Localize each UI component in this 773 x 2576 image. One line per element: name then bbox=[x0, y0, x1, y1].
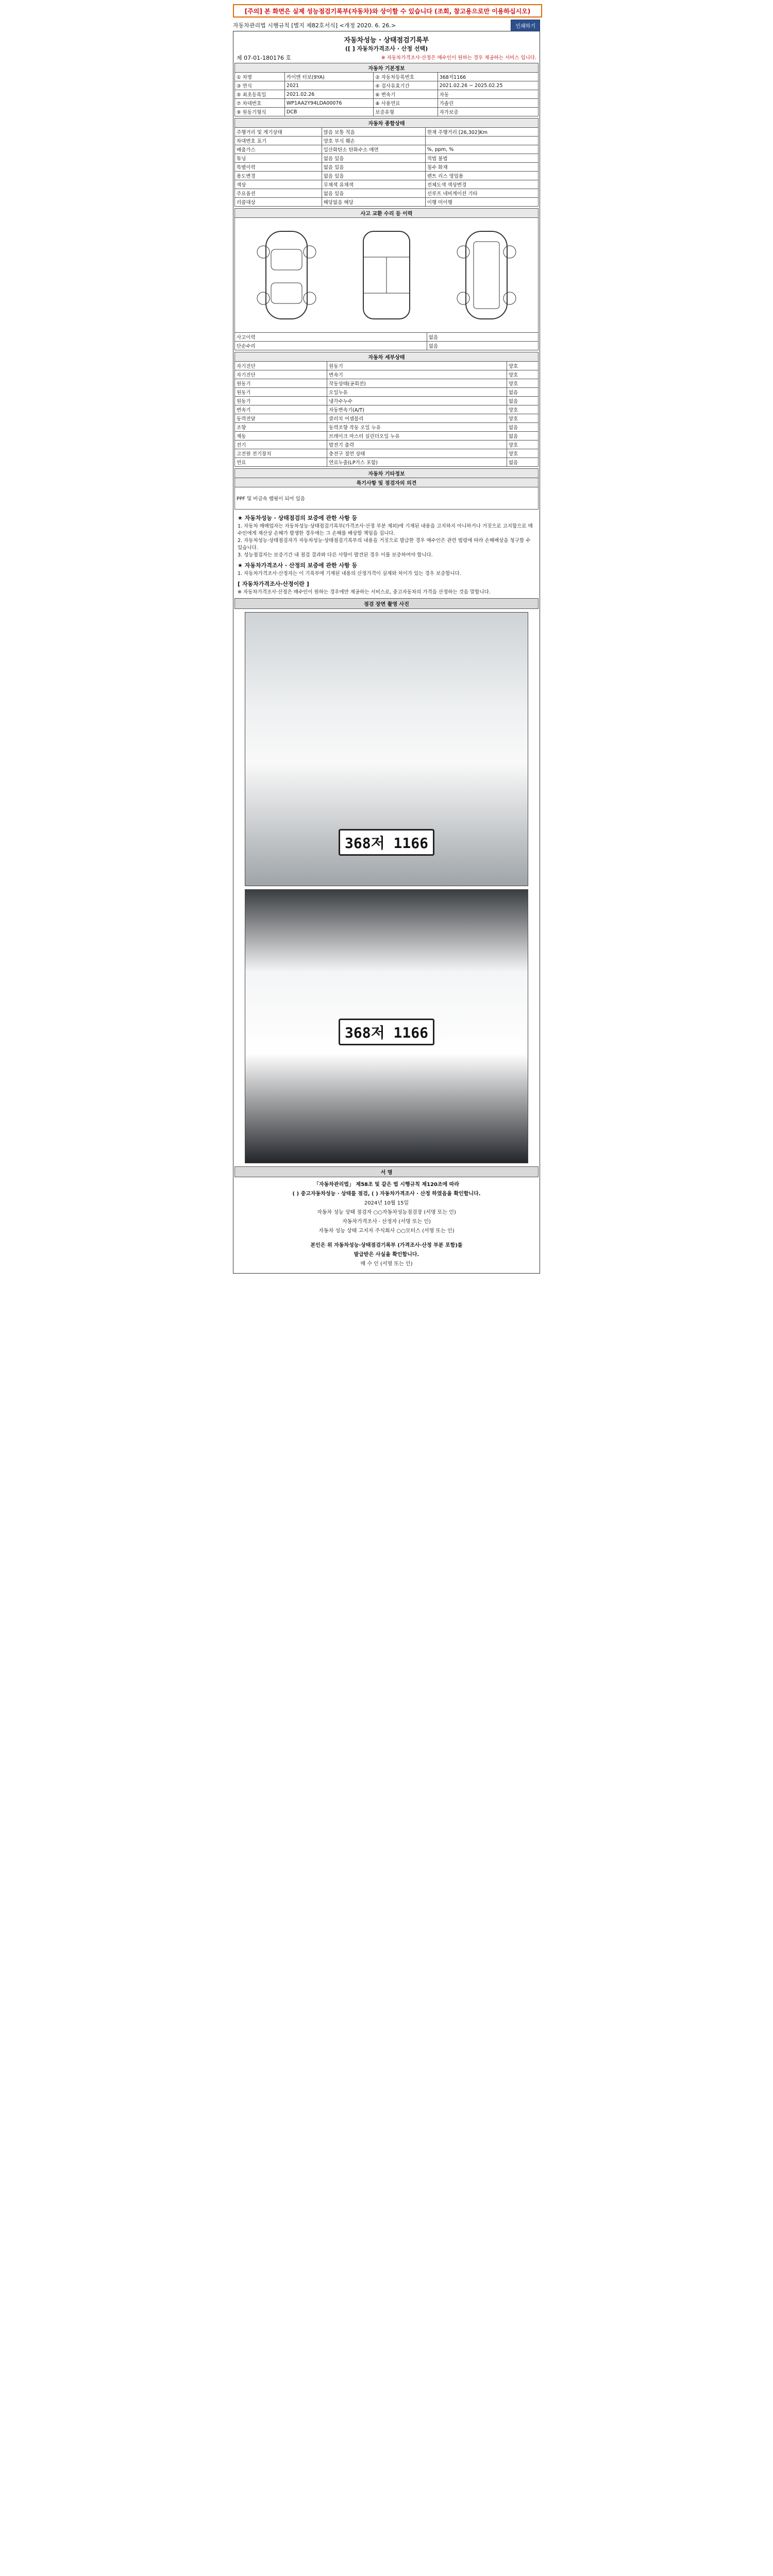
cell: DCB bbox=[284, 108, 373, 116]
cell: 클러치 어셈블리 bbox=[327, 414, 507, 423]
cell: 냉각수누수 bbox=[327, 397, 507, 405]
cell: 양호 bbox=[507, 405, 538, 414]
cell: 없음 있음 bbox=[322, 154, 425, 163]
cell: 없음 bbox=[507, 388, 538, 397]
license-plate: 368저 1166 bbox=[339, 829, 434, 856]
doc-topline bbox=[233, 20, 540, 31]
cell: %, ppm, % bbox=[425, 145, 538, 154]
cell: 조향 bbox=[235, 423, 327, 432]
cell: 없음 bbox=[507, 397, 538, 405]
cell: 없음 bbox=[427, 342, 538, 350]
cell: 렌트 리스 영업용 bbox=[425, 172, 538, 180]
cell: 원동기 bbox=[235, 388, 327, 397]
legal-notice bbox=[234, 510, 539, 598]
basic-info-header: 자동차 기본정보 bbox=[235, 63, 539, 73]
cell: 2021.02.26 ~ 2025.02.25 bbox=[438, 81, 538, 90]
inspection-document bbox=[233, 20, 540, 1274]
form-reference: 자동차관리법 시행규칙 [별지 제82호서식] <개정 2020. 6. 26.> bbox=[233, 22, 396, 29]
cell: 전체도색 색상변경 bbox=[425, 180, 538, 189]
page-title: 자동차성능 · 상태점검기록부 bbox=[344, 37, 429, 44]
cell: ④ 검사유효기간 bbox=[374, 81, 438, 90]
cell: 이행 미이행 bbox=[425, 198, 538, 207]
cell: 침수 화재 bbox=[425, 163, 538, 172]
cell: 고전원 전기장치 bbox=[235, 449, 327, 458]
cell: 없음 bbox=[507, 458, 538, 467]
cell: 발전기 출력 bbox=[327, 440, 507, 449]
cell: 자동변속기(A/T) bbox=[327, 405, 507, 414]
car-top-view-icon bbox=[348, 226, 425, 324]
price-note: ※ 자동차가격조사·산정은 매수인이 원하는 경우 제공하는 서비스 입니다. bbox=[381, 55, 536, 61]
print-button[interactable]: 인쇄하기 bbox=[511, 20, 540, 31]
sign-date: 2024년 10월 15일 bbox=[364, 1200, 409, 1206]
sign-row: 자동차가격조사 · 산정자 (서명 또는 인) bbox=[342, 1219, 431, 1225]
cell: 적법 불법 bbox=[425, 154, 538, 163]
license-plate: 368저 1166 bbox=[339, 1019, 434, 1045]
cell: 작동상태(공회전) bbox=[327, 379, 507, 388]
cell: 368저1166 bbox=[438, 73, 538, 81]
cell: ⑤ 최초등록일 bbox=[235, 90, 285, 99]
cell: 카이엔 터보(9YA) bbox=[284, 73, 373, 81]
sign-footer: 발급받은 사실을 확인합니다. bbox=[354, 1252, 419, 1258]
cell: 선루프 네비게이션 기타 bbox=[425, 189, 538, 198]
other-info-table bbox=[234, 468, 539, 510]
detail-status-table bbox=[234, 352, 539, 467]
cell: 양호 bbox=[507, 414, 538, 423]
cell: 없음 있음 bbox=[322, 172, 425, 180]
legal-paragraph: 1. 자동차가격조사·산정자는 이 기록부에 기재된 내용의 산정가격이 실제와 차이가 있는 경우 보증합니다. bbox=[238, 571, 461, 577]
cell: WP1AA2Y94LDA00076 bbox=[284, 99, 373, 108]
cell: 양호 bbox=[507, 440, 538, 449]
legal-heading-3: [ 자동차가격조사·산정이란 ] bbox=[238, 581, 309, 587]
cell: 특별이력 bbox=[235, 163, 322, 172]
cell: 충전구 절연 상태 bbox=[327, 449, 507, 458]
legal-paragraph: 2. 자동차성능·상태점검자가 자동차성능·상태점검기록부의 내용을 거짓으로 발급한 경우 매수인은 관련 법령에 따라 손해배상을 청구할 수 있습니다. bbox=[238, 538, 531, 551]
sign-row: 자동차 성능 상태 점검자 ○○자동차성능점검장 (서명 또는 인) bbox=[317, 1210, 456, 1215]
cell: 단순수리 bbox=[235, 342, 427, 350]
cell: 양호 bbox=[507, 379, 538, 388]
cell: 주요옵션 bbox=[235, 189, 322, 198]
car-side-view-icon bbox=[248, 226, 325, 324]
cell: 2021 bbox=[284, 81, 373, 90]
cell: 색상 bbox=[235, 180, 322, 189]
cell: 양호 부식 훼손 bbox=[322, 137, 425, 145]
cell: ② 자동차등록번호 bbox=[374, 73, 438, 81]
cell: ③ 연식 bbox=[235, 81, 285, 90]
cell: 배출가스 bbox=[235, 145, 322, 154]
legal-heading-1: ★ 자동차성능 · 상태점검의 보증에 관한 사항 등 bbox=[238, 515, 358, 521]
cell: ⑧ 사용연료 bbox=[374, 99, 438, 108]
accident-header: 사고 교환 수리 등 이력 bbox=[235, 209, 539, 218]
cell: 없음 bbox=[507, 423, 538, 432]
cell: ⑨ 원동기형식 bbox=[235, 108, 285, 116]
cell: 연료 bbox=[235, 458, 327, 467]
vehicle-rear-photo bbox=[245, 889, 528, 1163]
cell: 없음 있음 bbox=[322, 163, 425, 172]
other-info-header: 자동차 기타정보 bbox=[235, 469, 539, 478]
cell: 용도변경 bbox=[235, 172, 322, 180]
legal-heading-2: ★ 자동차가격조사 · 산정의 보증에 관한 사항 등 bbox=[238, 562, 358, 569]
cell: 리콜대상 bbox=[235, 198, 322, 207]
cell: 제동 bbox=[235, 432, 327, 440]
cell: 변속기 bbox=[327, 370, 507, 379]
overall-status-header: 자동차 종합상태 bbox=[235, 118, 539, 128]
detail-header: 자동차 세부상태 bbox=[235, 352, 539, 362]
cell: 브레이크 마스터 실린더오일 누유 bbox=[327, 432, 507, 440]
cell: 차대번호 표기 bbox=[235, 137, 322, 145]
cell: 자가보증 bbox=[438, 108, 538, 116]
record-sheet bbox=[233, 31, 540, 1274]
photo-section-header: 점검 장면 촬영 사진 bbox=[234, 598, 539, 609]
cell: 2021.02.26 bbox=[284, 90, 373, 99]
vehicle-front-photo bbox=[245, 612, 528, 886]
sign-footer: 본인은 위 자동차성능·상태점검기록부 (가격조사·산정 부분 포함)를 bbox=[310, 1243, 463, 1248]
opinion-header: 특기사항 및 점검자의 의견 bbox=[235, 478, 539, 487]
legal-paragraph: ※ 자동차가격조사·산정은 매수인이 원하는 경우에만 제공하는 서비스로, 중고자동차의 가격을 산정하는 것을 말합니다. bbox=[238, 589, 491, 595]
sign-row: 자동차 성능 상태 고지자 주식회사 ○○모터스 (서명 또는 인) bbox=[318, 1228, 455, 1234]
cell: 동력조향 작동 오일 누유 bbox=[327, 423, 507, 432]
basic-info-table bbox=[234, 63, 539, 116]
warning-banner: [주의] 본 화면은 실제 성능점검기록부(자동차)와 상이할 수 있습니다 (조회, 참고용으로만 이용하십시오) bbox=[233, 4, 542, 18]
cell: 전기 bbox=[235, 440, 327, 449]
cell: 양호 bbox=[507, 449, 538, 458]
cell: 원동기 bbox=[327, 362, 507, 370]
signature-section bbox=[234, 1177, 539, 1272]
cell: 가솔린 bbox=[438, 99, 538, 108]
cell: 자기진단 bbox=[235, 362, 327, 370]
legal-paragraph: 1. 자동차 매매업자는 자동차성능·상태점검기록부(가격조사·산정 부분 제외)에 기재된 내용을 고지하지 아니하거나 거짓으로 고지함으로 매수인에게 재산상 손해가 발생한 경우에는 그 손해를 배상할 책임을 집니다. bbox=[238, 523, 533, 536]
cell: ① 차명 bbox=[235, 73, 285, 81]
cell: 없음 있음 bbox=[322, 189, 425, 198]
cell: 연료누출(LP가스 포함) bbox=[327, 458, 507, 467]
cell: 없음 bbox=[507, 432, 538, 440]
cell: 보증유형 bbox=[374, 108, 438, 116]
cell: 없음 bbox=[427, 333, 538, 342]
cell: 자기진단 bbox=[235, 370, 327, 379]
signature-header: 서 명 bbox=[234, 1166, 539, 1177]
cell: 원동기 bbox=[235, 397, 327, 405]
sign-line: 「자동차관리법」 제58조 및 같은 법 시행규칙 제120조에 따라 bbox=[313, 1182, 460, 1188]
cell: 사고이력 bbox=[235, 333, 427, 342]
opinion-text: PPF 및 비금속 랩핑이 되어 있음 bbox=[235, 487, 539, 510]
cell: 많음 보통 적음 bbox=[322, 128, 425, 137]
cell: 현재 주행거리 [26,302]Km bbox=[425, 128, 538, 137]
cell: 자동 bbox=[438, 90, 538, 99]
sign-line: ( ) 중고자동차성능 · 상태를 점검, ( ) 자동차가격조사 · 산정 하였음을 확인합니다. bbox=[292, 1191, 481, 1197]
cell bbox=[425, 137, 538, 145]
cell: ⑥ 변속기 bbox=[374, 90, 438, 99]
cell: 해당없음 해당 bbox=[322, 198, 425, 207]
cell: 주행거리 및 계기상태 bbox=[235, 128, 322, 137]
cell: 원동기 bbox=[235, 379, 327, 388]
buyer-sign: 매 수 인 (서명 또는 인) bbox=[360, 1261, 413, 1267]
cell: 동력전달 bbox=[235, 414, 327, 423]
cell: 변속기 bbox=[235, 405, 327, 414]
cell: 오일누유 bbox=[327, 388, 507, 397]
page-subtitle: ([ ] 자동차가격조사 · 산정 선택) bbox=[345, 45, 428, 52]
cell: 일산화탄소 탄화수소 매연 bbox=[322, 145, 425, 154]
overall-status-table bbox=[234, 118, 539, 207]
accident-history-table bbox=[234, 208, 539, 350]
cell: ⑦ 차대번호 bbox=[235, 99, 285, 108]
legal-paragraph: 3. 성능점검자는 보증기간 내 점검 결과와 다른 사항이 발견된 경우 이를 보증하여야 합니다. bbox=[238, 552, 433, 558]
cell: 양호 bbox=[507, 370, 538, 379]
cell: 양호 bbox=[507, 362, 538, 370]
cell: 무채색 유채색 bbox=[322, 180, 425, 189]
car-diagram bbox=[237, 218, 536, 332]
cell: 튜닝 bbox=[235, 154, 322, 163]
document-number: 제 07-01-180176 호 bbox=[237, 55, 292, 61]
car-underside-view-icon bbox=[448, 226, 525, 324]
